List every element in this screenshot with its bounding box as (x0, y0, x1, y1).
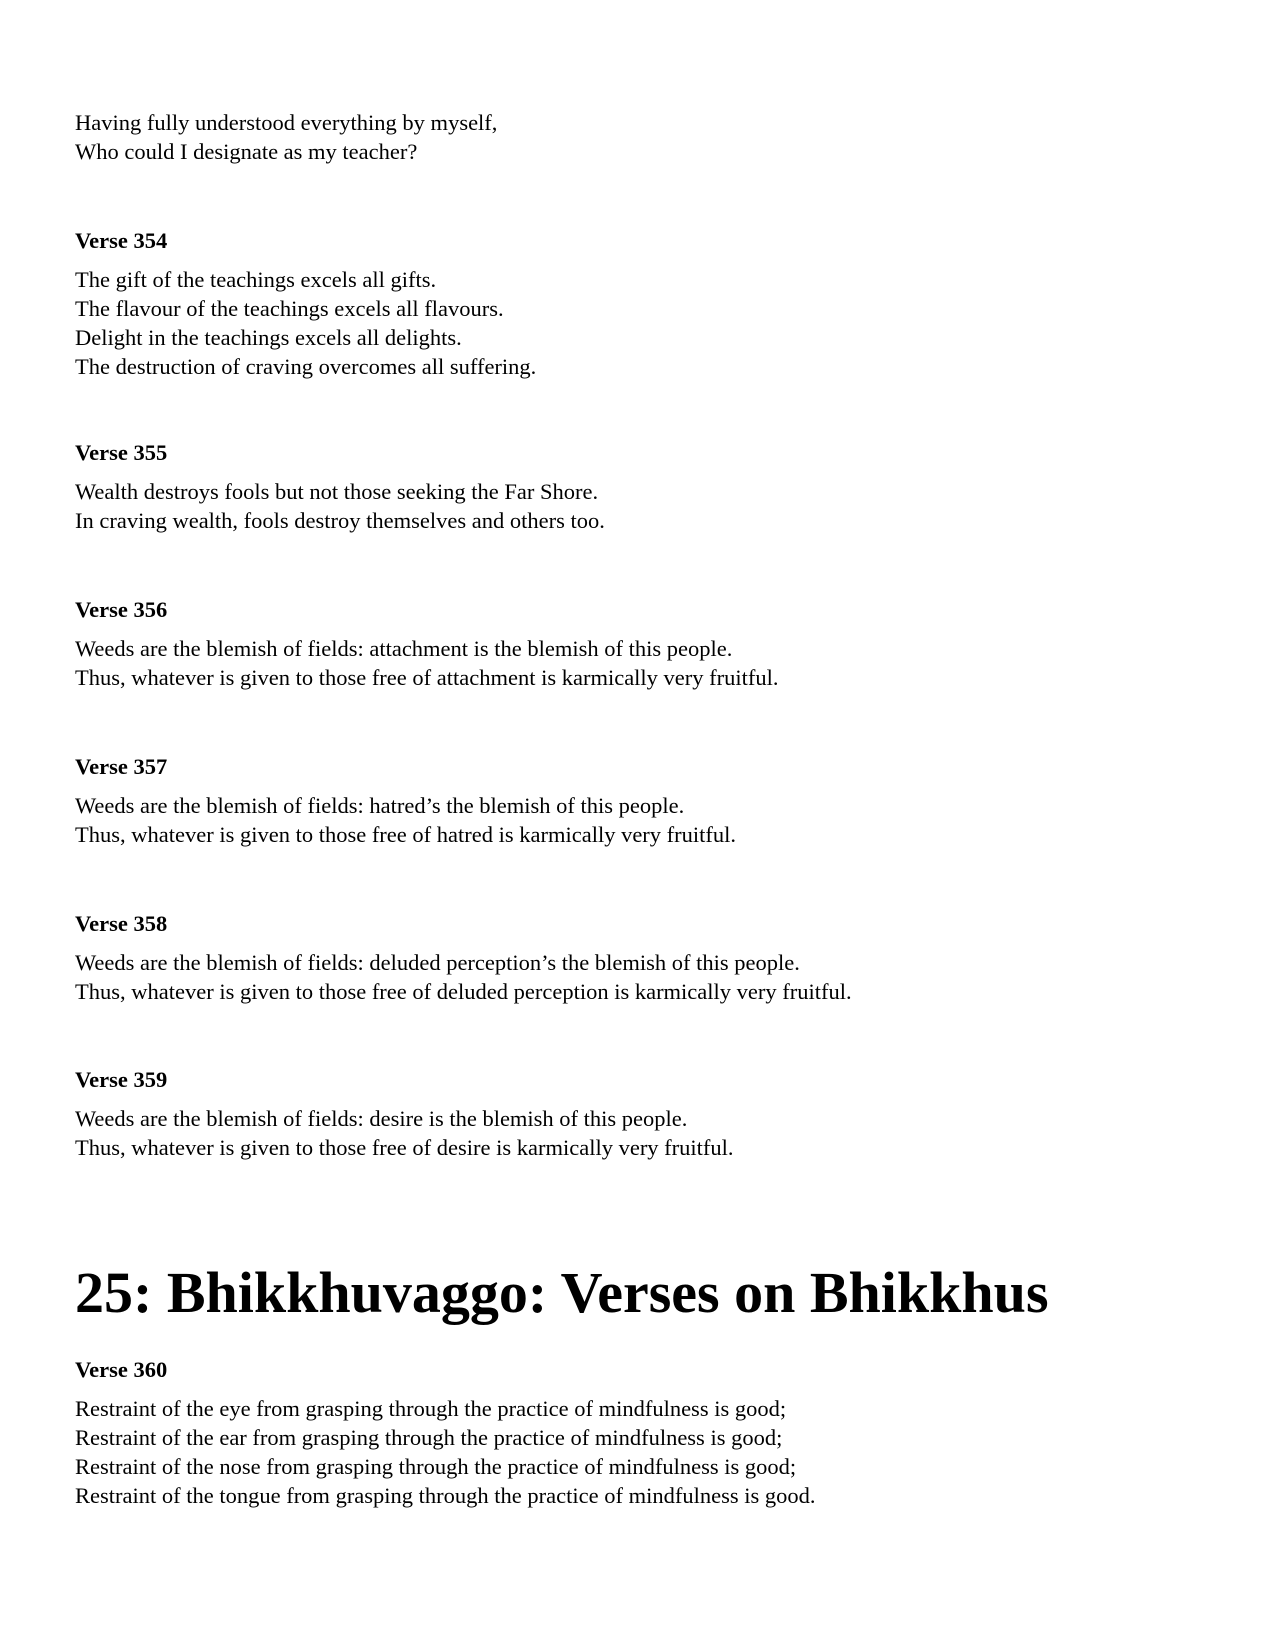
stanza-line: Wealth destroys fools but not those seeking the Far Shore. (75, 479, 599, 504)
stanza-line: Weeds are the blemish of fields: attachment is the blemish of this people. (75, 636, 733, 661)
stanza-line: Restraint of the ear from grasping through the practice of mindfulness is good; (75, 1425, 783, 1450)
stanza-line: Weeds are the blemish of fields: desire is the blemish of this people. (75, 1106, 688, 1131)
stanza-line: In craving wealth, fools destroy themselves and others too. (75, 508, 605, 533)
stanza-line: Thus, whatever is given to those free of desire is karmically very fruitful. (75, 1135, 734, 1160)
stanza-line: Weeds are the blemish of fields: hatred’s the blemish of this people. (75, 793, 685, 818)
stanza-line: Restraint of the eye from grasping through the practice of mindfulness is good; (75, 1396, 787, 1421)
verse-354 (75, 226, 536, 381)
verse-359 (75, 1065, 734, 1162)
verse-357 (75, 752, 736, 849)
stanza-line: Thus, whatever is given to those free of attachment is karmically very fruitful. (75, 665, 779, 690)
verse-heading: Verse 357 (75, 754, 168, 779)
stanza-line: The destruction of craving overcomes all suffering. (75, 354, 537, 379)
stanza-line: Restraint of the nose from grasping through the practice of mindfulness is good; (75, 1454, 797, 1479)
verse-heading: Verse 358 (75, 911, 168, 936)
verse-360 (75, 1355, 815, 1510)
stanza-line: The flavour of the teachings excels all flavours. (75, 296, 504, 321)
verse-heading: Verse 359 (75, 1067, 168, 1092)
verse-heading: Verse 360 (75, 1357, 168, 1382)
verse-heading: Verse 355 (75, 440, 168, 465)
stanza-line: Delight in the teachings excels all delights. (75, 325, 462, 350)
stanza-line: Who could I designate as my teacher? (75, 139, 418, 164)
stanza-line: The gift of the teachings excels all gifts. (75, 267, 437, 292)
stanza-line: Weeds are the blemish of fields: deluded perception’s the blemish of this people. (75, 950, 800, 975)
stanza-line: Thus, whatever is given to those free of deluded perception is karmically very fruitful. (75, 979, 852, 1004)
verse-heading: Verse 354 (75, 228, 168, 253)
stanza-line: Thus, whatever is given to those free of hatred is karmically very fruitful. (75, 822, 737, 847)
stanza-line: Having fully understood everything by myself, (75, 110, 498, 135)
verse-heading: Verse 356 (75, 597, 168, 622)
verse-358 (75, 909, 852, 1006)
chapter-title: 25: Bhikkhuvaggo: Verses on Bhikkhus (75, 1260, 1049, 1325)
verse-355 (75, 438, 605, 535)
intro-stanza (75, 108, 497, 166)
stanza-line: Restraint of the tongue from grasping through the practice of mindfulness is good. (75, 1483, 816, 1508)
verse-356 (75, 595, 779, 692)
